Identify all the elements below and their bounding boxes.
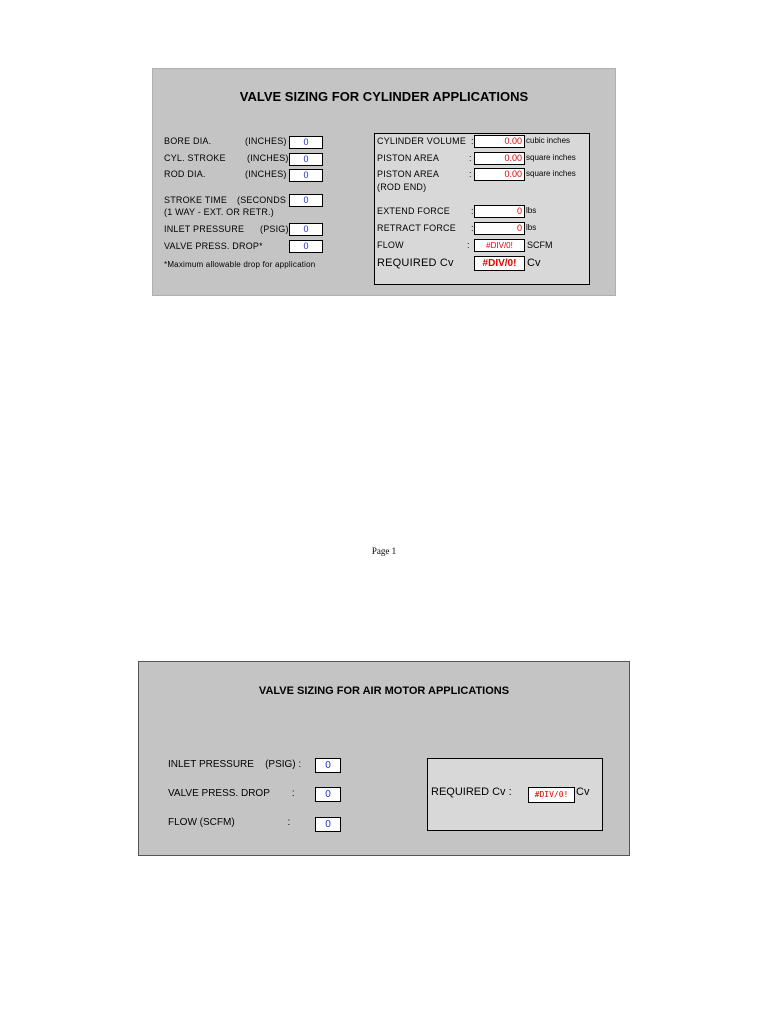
- flow-label: FLOW: [377, 240, 404, 250]
- colon: :: [469, 169, 472, 179]
- piston-area-rod-value: 0.00: [474, 168, 525, 181]
- stroke-time-unit: (SECONDS: [237, 195, 287, 205]
- extend-force-label: EXTEND FORCE: [377, 206, 450, 216]
- cyl-stroke-unit: (INCHES): [247, 153, 289, 163]
- extend-force-unit: lbs: [526, 206, 537, 215]
- valve-press-drop-label: VALVE PRESS. DROP*: [164, 241, 263, 251]
- cyl-stroke-input[interactable]: 0: [289, 153, 323, 166]
- max-drop-note: *Maximum allowable drop for application: [164, 260, 316, 269]
- piston-area-unit: square inches: [526, 153, 576, 162]
- cylinder-volume-value: 0.00: [474, 135, 525, 148]
- required-cv-label: REQUIRED Cv: [377, 257, 454, 269]
- colon: :: [471, 223, 474, 233]
- inlet-pressure-input[interactable]: 0: [289, 223, 323, 236]
- rod-dia-unit: (INCHES): [245, 169, 287, 179]
- bore-dia-unit: (INCHES): [245, 136, 287, 146]
- inlet-pressure-label: INLET PRESSURE: [164, 224, 245, 234]
- air-flow-input[interactable]: 0: [315, 817, 341, 832]
- colon: :: [471, 136, 474, 146]
- retract-force-value: 0: [474, 222, 525, 235]
- air-motor-sizing-panel: [138, 661, 630, 856]
- air-inlet-pressure-label: INLET PRESSURE (PSIG) :: [168, 759, 302, 770]
- required-cv-unit: Cv: [527, 257, 541, 269]
- piston-area-value: 0.00: [474, 152, 525, 165]
- inlet-pressure-unit: (PSIG): [260, 224, 289, 234]
- colon: :: [467, 240, 470, 250]
- piston-area-rod-sublabel: (ROD END): [377, 182, 427, 192]
- air-motor-panel-title: VALVE SIZING FOR AIR MOTOR APPLICATIONS: [258, 685, 510, 697]
- cylinder-panel-title: VALVE SIZING FOR CYLINDER APPLICATIONS: [239, 89, 529, 104]
- stroke-time-sublabel: (1 WAY - EXT. OR RETR.): [164, 207, 274, 217]
- cyl-stroke-label: CYL. STROKE: [164, 153, 226, 163]
- piston-area-rod-unit: square inches: [526, 169, 576, 178]
- air-motor-result-frame: [427, 758, 603, 831]
- bore-dia-label: BORE DIA.: [164, 136, 212, 146]
- bore-dia-input[interactable]: 0: [289, 136, 323, 149]
- air-required-cv-label: REQUIRED Cv :: [431, 786, 512, 798]
- retract-force-label: RETRACT FORCE: [377, 223, 456, 233]
- cylinder-sizing-panel: [152, 68, 616, 296]
- valve-press-drop-input[interactable]: 0: [289, 240, 323, 253]
- air-valve-press-drop-input[interactable]: 0: [315, 787, 341, 802]
- rod-dia-input[interactable]: 0: [289, 169, 323, 182]
- cylinder-volume-label: CYLINDER VOLUME: [377, 136, 467, 146]
- extend-force-value: 0: [474, 205, 525, 218]
- required-cv-value: #DIV/0!: [474, 256, 525, 271]
- colon: :: [471, 206, 474, 216]
- air-valve-press-drop-label: VALVE PRESS. DROP :: [168, 788, 295, 799]
- rod-dia-label: ROD DIA.: [164, 169, 206, 179]
- air-required-cv-value: #DIV/0!: [528, 787, 575, 803]
- stroke-time-label: STROKE TIME: [164, 195, 228, 205]
- cylinder-results-frame: [374, 133, 590, 285]
- air-inlet-pressure-input[interactable]: 0: [315, 758, 341, 773]
- retract-force-unit: lbs: [526, 223, 537, 232]
- colon: :: [469, 153, 472, 163]
- air-flow-label: FLOW (SCFM) :: [168, 817, 291, 828]
- flow-unit: SCFM: [527, 240, 553, 250]
- cylinder-volume-unit: cubic inches: [526, 136, 571, 145]
- air-required-cv-unit: Cv: [576, 786, 590, 798]
- page-number: Page 1: [371, 546, 397, 556]
- flow-value: #DIV/0!: [474, 239, 525, 252]
- piston-area-rod-label: PISTON AREA: [377, 169, 440, 179]
- piston-area-label: PISTON AREA: [377, 153, 440, 163]
- stroke-time-input[interactable]: 0: [289, 194, 323, 207]
